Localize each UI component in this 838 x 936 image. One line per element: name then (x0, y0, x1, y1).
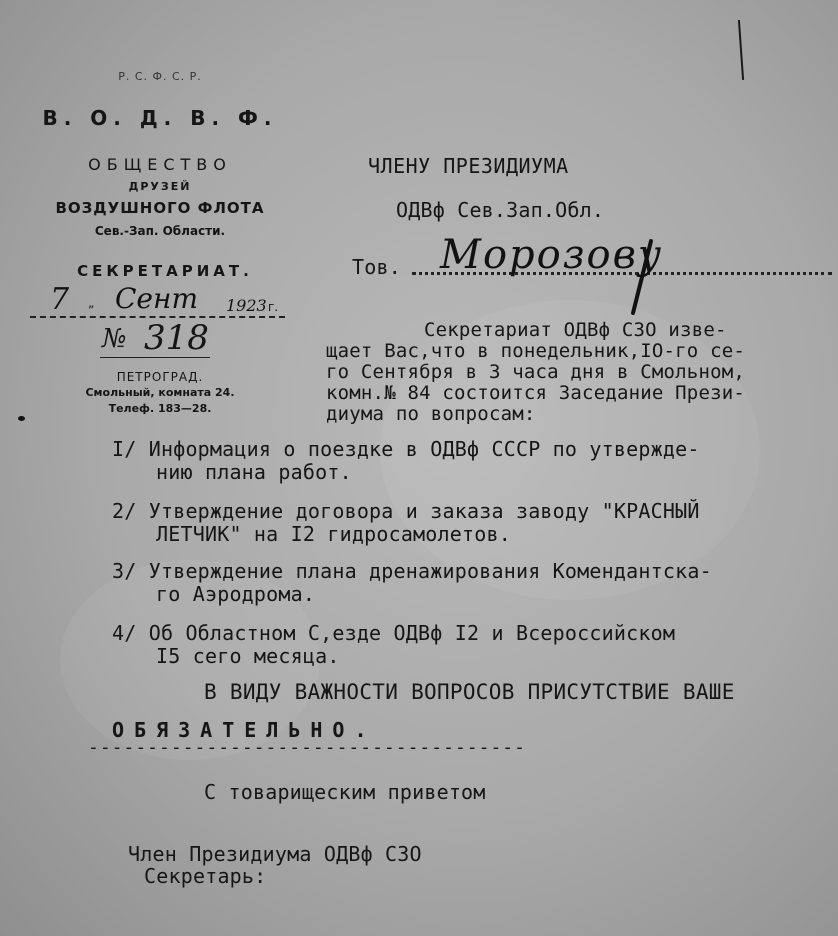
closing-greeting: С товарищеским приветом (204, 780, 486, 804)
letterhead-air-fleet: ВОЗДУШНОГО ФЛОТА (55, 199, 265, 217)
letterhead-address: Смольный, комната 24. (85, 386, 235, 399)
pen-mark (738, 20, 744, 80)
addressee-tov: Тов. (352, 255, 401, 279)
addressee-org: ОДВф Сев.Зап.Обл. (396, 198, 605, 222)
letterhead-rsfsr: Р. С. Ф. С. Р. (118, 70, 202, 83)
obligatory-notice: ОБЯЗАТЕЛЬНО. (112, 718, 377, 742)
body-line: комн.№ 84 состоится Заседание Прези- (326, 382, 746, 404)
letterhead-region: Сев.-Зап. Области. (94, 224, 226, 238)
letterhead-city: ПЕТРОГРАД. (116, 370, 204, 384)
agenda-item-2: 2/ Утверждение договора и заказа заводу "КРАСНЫЙ (112, 499, 700, 523)
body-line: Секретариат ОДВф СЗО изве- (424, 319, 727, 341)
letterhead-phone: Телеф. 183—28. (108, 402, 212, 415)
agenda-item-3: 3/ Утверждение плана дренажирования Комендантска- (112, 559, 712, 583)
document-number-field (100, 318, 230, 362)
recipient-name-handwritten: Морозову (440, 232, 664, 278)
agenda-item-1: I/ Информация о поездке в ОДВф СССР по утвержде- (112, 437, 700, 461)
number-sign: № (102, 324, 127, 354)
agenda-item-3-cont: го Аэродрома. (156, 582, 316, 606)
body-line: диума по вопросам: (326, 403, 536, 425)
letterhead-friends: ДРУЗЕЙ (128, 180, 192, 193)
signature-title: Член Президиума ОДВф СЗО (128, 842, 422, 866)
agenda-item-2-cont: ЛЕТЧИК" на I2 гидросамолетов. (156, 522, 511, 546)
signature-role: Секретарь: (144, 864, 267, 888)
document-number: 318 (144, 318, 209, 358)
addressee-title: ЧЛЕНУ ПРЕЗИДИУМА (368, 154, 569, 178)
letterhead-society: ОБЩЕСТВО (88, 155, 232, 174)
body-line: го Сентября в 3 часа дня в Смольном, (326, 361, 746, 383)
agenda-item-4: 4/ Об Областном С,езде ОДВф I2 и Всероссийском (112, 621, 676, 645)
ink-spot (18, 416, 25, 421)
date-year-suffix: г. (268, 300, 279, 314)
importance-notice: В ВИДУ ВАЖНОСТИ ВОПРОСОВ ПРИСУТСТВИЕ ВАШЕ (204, 680, 735, 704)
letterhead-secretariat: СЕКРЕТАРИАТ. (77, 262, 253, 280)
agenda-item-4-cont: I5 сего месяца. (156, 644, 340, 668)
date-quote-mark: „ (88, 296, 95, 310)
date-day: 7 (50, 282, 70, 317)
separator-dashes: ------------------------------------- (88, 737, 526, 758)
letterhead-org-abbr: В. О. Д. В. Ф. (42, 106, 278, 130)
number-underline (100, 357, 210, 358)
date-month: Сент (115, 282, 198, 315)
body-line: щает Вас,что в понедельник,IO-го се- (326, 340, 746, 362)
date-year: 1923 (226, 296, 267, 315)
agenda-item-1-cont: нию плана работ. (156, 460, 352, 484)
